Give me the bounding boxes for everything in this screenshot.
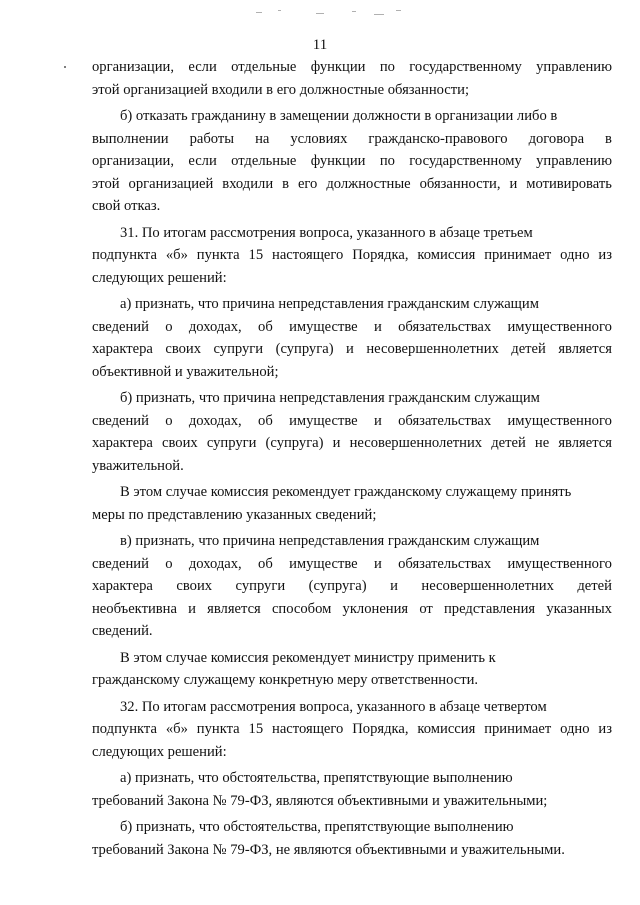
document-body xyxy=(92,56,612,861)
text-line: характера своих супруги (супруга) и несовершеннолетних детей не является xyxy=(92,435,612,451)
text-line: требований Закона № 79-ФЗ, не являются объективными и уважительными. xyxy=(92,841,565,858)
text-line: В этом случае комиссия рекомендует гражданскому служащему принять xyxy=(120,484,572,500)
margin-mark xyxy=(64,66,66,68)
text-line: следующих решений: xyxy=(92,269,227,286)
paragraph xyxy=(92,696,612,764)
paragraph xyxy=(92,767,612,812)
text-line: характера своих супруги (супруга) и несовершеннолетних детей является xyxy=(92,341,612,357)
paragraph xyxy=(92,481,612,526)
text-line: организации, если отдельные функции по государственному управлению xyxy=(92,59,612,75)
page-number: 11 xyxy=(312,37,328,53)
paragraph xyxy=(92,105,612,218)
text-line: сведений. xyxy=(92,623,153,639)
text-line: а) признать, что причина непредставления гражданским служащим xyxy=(120,296,539,312)
text-line: сведений о доходах, об имуществе и обязательствах имущественного xyxy=(92,318,612,335)
text-line: б) признать, что обстоятельства, препятствующие выполнению xyxy=(120,819,514,835)
paragraph xyxy=(92,387,612,477)
text-line: объективной и уважительной; xyxy=(92,363,279,380)
text-line: этой организацией входили в его должностные обязанности; xyxy=(92,81,470,98)
text-line: этой организацией входили в его должностные обязанности, и мотивировать xyxy=(92,175,612,192)
text-line: уважительной. xyxy=(92,457,184,474)
scan-artifacts xyxy=(256,8,406,18)
text-line: выполнении работы на условиях гражданско-правового договора в xyxy=(92,130,612,147)
text-line: сведений о доходах, об имуществе и обязательствах имущественного xyxy=(92,555,612,572)
paragraph xyxy=(92,816,612,861)
paragraph xyxy=(92,530,612,643)
text-line: гражданскому служащему конкретную меру ответственности. xyxy=(92,672,479,688)
text-line: свой отказ. xyxy=(92,198,161,214)
text-line: сведений о доходах, об имуществе и обязательствах имущественного xyxy=(92,412,612,429)
text-line: б) отказать гражданину в замещении должности в организации либо в xyxy=(120,108,558,124)
text-line: подпункта «б» пункта 15 настоящего Порядка, комиссия принимает одно из xyxy=(92,247,612,263)
text-line: характера своих супруги (супруга) и несовершеннолетних детей xyxy=(92,578,612,594)
text-line: требований Закона № 79-ФЗ, являются объективными и уважительными; xyxy=(92,792,548,809)
text-line: в) признать, что причина непредставления гражданским служащим xyxy=(120,533,540,549)
paragraph xyxy=(92,222,612,290)
text-line: следующих решений: xyxy=(92,743,227,760)
text-line: б) признать, что причина непредставления гражданским служащим xyxy=(120,390,540,406)
text-line: 31. По итогам рассмотрения вопроса, указанного в абзаце третьем xyxy=(120,224,533,241)
text-line: подпункта «б» пункта 15 настоящего Порядка, комиссия принимает одно из xyxy=(92,721,612,737)
text-line: меры по представлению указанных сведений; xyxy=(92,506,377,523)
paragraph xyxy=(92,56,612,101)
text-line: В этом случае комиссия рекомендует министру применить к xyxy=(120,649,496,666)
text-line: организации, если отдельные функции по государственному управлению xyxy=(92,153,612,169)
text-line: а) признать, что обстоятельства, препятствующие выполнению xyxy=(120,770,513,786)
paragraph xyxy=(92,647,612,692)
paragraph xyxy=(92,293,612,383)
text-line: необъективна и является способом уклонения от представления указанных xyxy=(92,600,612,617)
text-line: 32. По итогам рассмотрения вопроса, указанного в абзаце четвертом xyxy=(120,698,547,715)
